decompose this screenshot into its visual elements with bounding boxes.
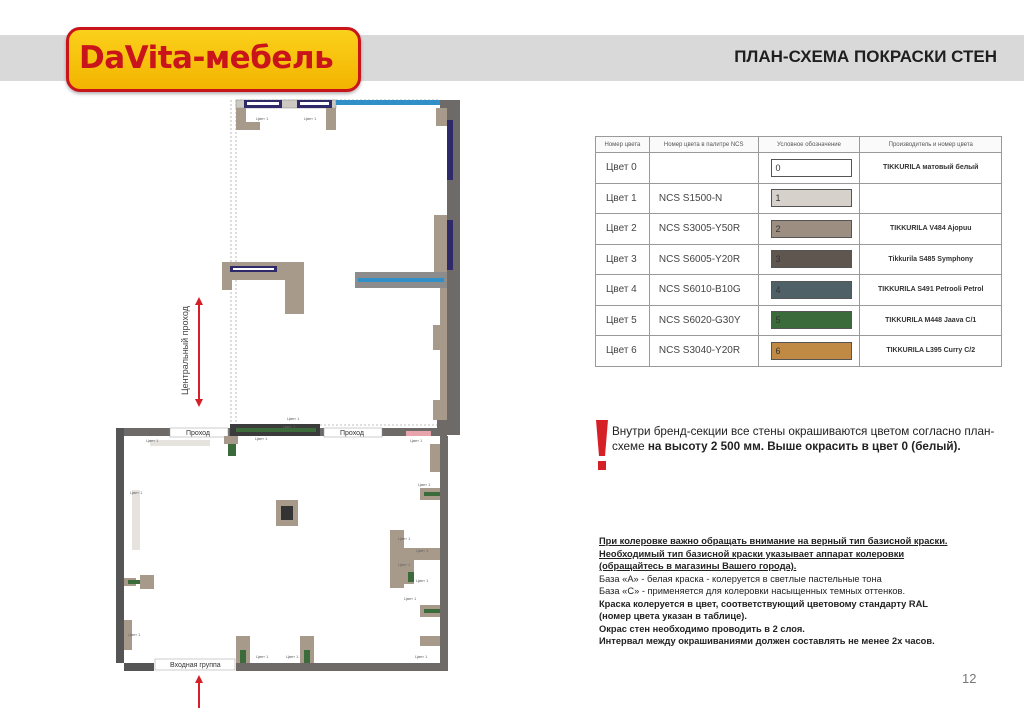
color-swatch: 1 bbox=[771, 189, 852, 207]
color-number: Цвет 2 bbox=[596, 214, 650, 245]
advice-line: Необходимый тип базисной краски указывает аппарат колеровки bbox=[599, 548, 905, 559]
advice-line: (номер цвета указан в таблице). bbox=[599, 611, 747, 621]
notice-bold: на высоту 2 500 мм. Выше окрасить в цвет 0 (белый). bbox=[647, 440, 961, 453]
advice-line: (обращайтесь в магазины Вашего города). bbox=[599, 561, 797, 571]
manufacturer bbox=[860, 183, 1002, 214]
central-passage-label: Центральный проход bbox=[180, 306, 190, 395]
advice-line: Интервал между окрашиваниями должен составлять не менее 2х часов. bbox=[599, 636, 935, 646]
manufacturer: TIKKURILA V484 Ajopuu bbox=[860, 214, 1002, 245]
page-title: ПЛАН-СХЕМА ПОКРАСКИ СТЕН bbox=[734, 47, 997, 66]
table-row bbox=[596, 305, 1002, 336]
color-number: Цвет 5 bbox=[596, 305, 650, 336]
color-number: Цвет 6 bbox=[596, 336, 650, 367]
color-number: Цвет 0 bbox=[596, 153, 650, 184]
notice-text: Внутри бренд-секции все стены окрашиваются цветом согласно план-схеме bbox=[612, 425, 995, 453]
zone-label: Цвет 1 bbox=[128, 632, 141, 637]
ncs-code: NCS S1500-N bbox=[649, 183, 758, 214]
advice-line: Краска колеруется в цвет, соответствующий цветовому стандарту RAL bbox=[599, 598, 928, 609]
zone-label: Цвет 1 bbox=[283, 424, 296, 429]
zone-label: Цвет 1 bbox=[255, 436, 268, 441]
manufacturer: TIKKURILA S491 Petrooli Petrol bbox=[860, 275, 1002, 306]
color-swatch: 5 bbox=[771, 311, 852, 329]
header-color-number: Номер цвета bbox=[596, 137, 650, 153]
color-swatch: 2 bbox=[771, 220, 852, 238]
page-number: 12 bbox=[962, 671, 977, 686]
exclamation-icon bbox=[594, 418, 610, 474]
color-table bbox=[595, 136, 1002, 367]
logo-text: DaVita-мебель bbox=[79, 40, 334, 76]
color-swatch: 4 bbox=[771, 281, 852, 299]
zone-label: Цвет 1 bbox=[404, 596, 417, 601]
header-ncs-number: Номер цвета в палитре NCS bbox=[649, 137, 758, 153]
ncs-code: NCS S3005-Y50R bbox=[649, 214, 758, 245]
height-notice bbox=[612, 424, 997, 454]
zone-label: Цвет 1 bbox=[410, 438, 423, 443]
zone-label: Цвет 1 bbox=[415, 654, 428, 659]
manufacturer: TIKKURILA матовый белый bbox=[860, 153, 1002, 184]
color-number: Цвет 4 bbox=[596, 275, 650, 306]
advice-line: База «С» - применяется для колеровки насыщенных темных оттенков. bbox=[599, 586, 906, 596]
zone-label: Цвет 1 bbox=[130, 490, 143, 495]
color-swatch: 3 bbox=[771, 250, 852, 268]
manufacturer: TIKKURILA L395 Curry C/2 bbox=[860, 336, 1002, 367]
zone-label: Цвет 1 bbox=[256, 654, 269, 659]
table-row bbox=[596, 336, 1002, 367]
ncs-code bbox=[649, 153, 758, 184]
zone-label: Цвет 1 bbox=[418, 482, 431, 487]
zone-label: Цвет 1 bbox=[416, 548, 429, 553]
header-symbol: Условное обозначение bbox=[758, 137, 860, 153]
color-swatch: 6 bbox=[771, 342, 852, 360]
zone-label: Цвет 1 bbox=[256, 116, 269, 121]
table-row bbox=[596, 153, 1002, 184]
header-manufacturer: Производитель и номер цвета bbox=[860, 137, 1002, 153]
ncs-code: NCS S3040-Y20R bbox=[649, 336, 758, 367]
table-row bbox=[596, 183, 1002, 214]
color-number: Цвет 1 bbox=[596, 183, 650, 214]
zone-label: Цвет 1 bbox=[304, 116, 317, 121]
color-swatch: 0 bbox=[771, 159, 852, 177]
svg-text:Проход: Проход bbox=[340, 430, 364, 437]
advice-line: База «А» - белая краска - колеруется в светлые пастельные тона bbox=[599, 573, 882, 584]
svg-text:Проход: Проход bbox=[186, 430, 210, 437]
zone-label: Цвет 1 bbox=[286, 654, 299, 659]
ncs-code: NCS S6020-G30Y bbox=[649, 305, 758, 336]
zone-label: Цвет 1 bbox=[146, 438, 159, 443]
advice-line: При колеровке важно обращать внимание на верный тип базисной краски. bbox=[599, 536, 948, 546]
table-row bbox=[596, 244, 1002, 275]
zone-label: Цвет 1 bbox=[287, 416, 300, 421]
ncs-code: NCS S6005-Y20R bbox=[649, 244, 758, 275]
color-number: Цвет 3 bbox=[596, 244, 650, 275]
zone-label: Цвет 1 bbox=[398, 536, 411, 541]
zone-label: Цвет 1 bbox=[416, 578, 429, 583]
zone-label: Цвет 1 bbox=[398, 562, 411, 567]
manufacturer: TIKKURILA M448 Jaava C/1 bbox=[860, 305, 1002, 336]
table-header-row bbox=[596, 137, 1002, 153]
advice-line: Окрас стен необходимо проводить в 2 слоя. bbox=[599, 623, 805, 634]
manufacturer: Tikkurila S485 Symphony bbox=[860, 244, 1002, 275]
svg-text:Входная группа: Входная группа bbox=[170, 662, 221, 669]
table-row bbox=[596, 214, 1002, 245]
ncs-code: NCS S6010-B10G bbox=[649, 275, 758, 306]
table-row bbox=[596, 275, 1002, 306]
tinting-advice bbox=[599, 535, 1009, 648]
